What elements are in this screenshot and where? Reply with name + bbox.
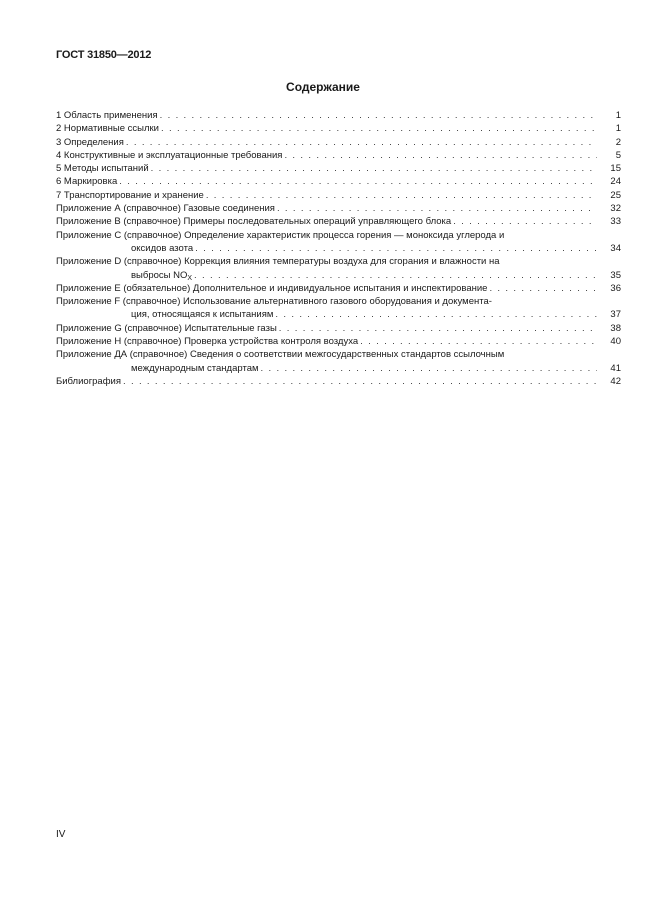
leader-dots: [284, 149, 597, 162]
toc-entry-annex-g[interactable]: [56, 322, 621, 335]
toc-entry-definitions[interactable]: [56, 136, 621, 149]
toc-title: Содержание: [286, 80, 360, 94]
toc-entry-text: Приложение Е (обязательное) Дополнительное и индивидуальное испытания и инспектирование: [56, 282, 488, 294]
toc-entry-page: 1: [615, 110, 621, 121]
toc-entry-text-main: выбросы NO: [131, 269, 188, 281]
toc-entry-bibliography[interactable]: [56, 375, 621, 388]
toc-entry-page: 38: [610, 322, 621, 334]
toc-entry-requirements[interactable]: [56, 149, 621, 162]
toc-entry-annex-a[interactable]: [56, 202, 621, 215]
toc-entry-page: 36: [610, 282, 621, 294]
leader-dots: [195, 242, 597, 255]
leader-dots: [123, 375, 597, 388]
toc-entry-text: 5 Методы испытаний: [56, 163, 149, 175]
toc-entry-text-continued: оксидов азота: [131, 242, 194, 254]
toc-entry-text-continued: [131, 269, 194, 282]
standard-header: ГОСТ 31850—2012: [56, 49, 152, 61]
leader-dots: [151, 162, 597, 175]
toc-entry-text: 4 Конструктивные и эксплуатационные требования: [56, 149, 283, 161]
toc-entry-page: 41: [610, 362, 621, 374]
toc-entry-text: 6 Маркировка: [56, 176, 118, 188]
toc-entry-text: Приложение С (справочное) Определение характеристик процесса горения — моноксида углерода и: [56, 229, 505, 241]
toc-entry-text: Приложение Н (справочное) Проверка устройства контроля воздуха: [56, 336, 359, 348]
toc-entry-page: 37: [610, 309, 621, 321]
toc-entry-text: 2 Нормативные ссылки: [56, 123, 159, 135]
leader-dots: [279, 322, 597, 335]
toc-entry-transport-storage[interactable]: [56, 189, 621, 202]
toc-entry-text: Библиография: [56, 375, 121, 387]
subscript: X: [187, 274, 193, 282]
toc-entry-page: 40: [610, 336, 621, 348]
toc-entry-text-continued: ция, относящаяся к испытаниям: [131, 309, 274, 321]
leader-dots: [360, 335, 597, 348]
toc-entry-annex-e[interactable]: [56, 282, 621, 295]
toc-entry-text: Приложение В (справочное) Примеры последовательных операций управляющего блока: [56, 216, 452, 228]
toc-entry-annex-d[interactable]: [56, 255, 621, 282]
toc-entry-text: 7 Транспортирование и хранение: [56, 189, 204, 201]
toc-entry-page: 32: [610, 203, 621, 215]
leader-dots: [160, 109, 597, 122]
leader-dots: [489, 282, 597, 295]
leader-dots: [161, 122, 597, 135]
toc-entry-page: 42: [610, 375, 621, 387]
toc-entry-page: 2: [615, 136, 621, 148]
leader-dots: [261, 362, 597, 375]
toc-entry-text: Приложение F (справочное) Использование альтернативного газового оборудования и документа-: [56, 296, 492, 308]
toc-entry-text: Приложение ДА (справочное) Сведения о соответствии межгосударственных стандартов ссылочным: [56, 349, 505, 361]
toc-entry-text: Приложение А (справочное) Газовые соединения: [56, 203, 275, 215]
toc-entry-page: 25: [610, 189, 621, 201]
leader-dots: [194, 269, 597, 282]
toc-entry-normative-references[interactable]: [56, 122, 621, 135]
toc-entry-page: 24: [610, 176, 621, 188]
leader-dots: [453, 215, 597, 228]
leader-dots: [119, 175, 597, 188]
toc-entry-page: 33: [610, 216, 621, 228]
toc-entry-text: Приложение D (справочное) Коррекция влияния температуры воздуха для сгорания и влажности на: [56, 256, 500, 268]
toc-entry-page: 35: [610, 269, 621, 281]
toc-entry-scope[interactable]: [56, 109, 621, 122]
toc-entry-page: 15: [610, 163, 621, 175]
leader-dots: [206, 189, 597, 202]
toc-entry-text-continued: международным стандартам: [131, 362, 259, 374]
toc-entry-annex-da[interactable]: [56, 348, 621, 375]
leader-dots: [275, 308, 597, 321]
toc-entry-page: 5: [615, 149, 621, 161]
toc-entry-annex-h[interactable]: [56, 335, 621, 348]
toc-entry-text: 3 Определения: [56, 136, 124, 148]
toc-entry-text: Приложение G (справочное) Испытательные газы: [56, 322, 277, 334]
toc-entry-annex-f[interactable]: [56, 295, 621, 322]
toc-entry-test-methods[interactable]: [56, 162, 621, 175]
table-of-contents: [56, 109, 621, 388]
leader-dots: [277, 202, 597, 215]
toc-entry-marking[interactable]: [56, 175, 621, 188]
toc-entry-text: 1 Область применения: [56, 110, 158, 121]
toc-entry-page: 1: [615, 123, 621, 135]
page-number: IV: [56, 829, 66, 840]
toc-entry-annex-c[interactable]: [56, 229, 621, 256]
toc-entry-page: 34: [610, 242, 621, 254]
leader-dots: [126, 136, 597, 149]
toc-entry-annex-b[interactable]: [56, 215, 621, 228]
